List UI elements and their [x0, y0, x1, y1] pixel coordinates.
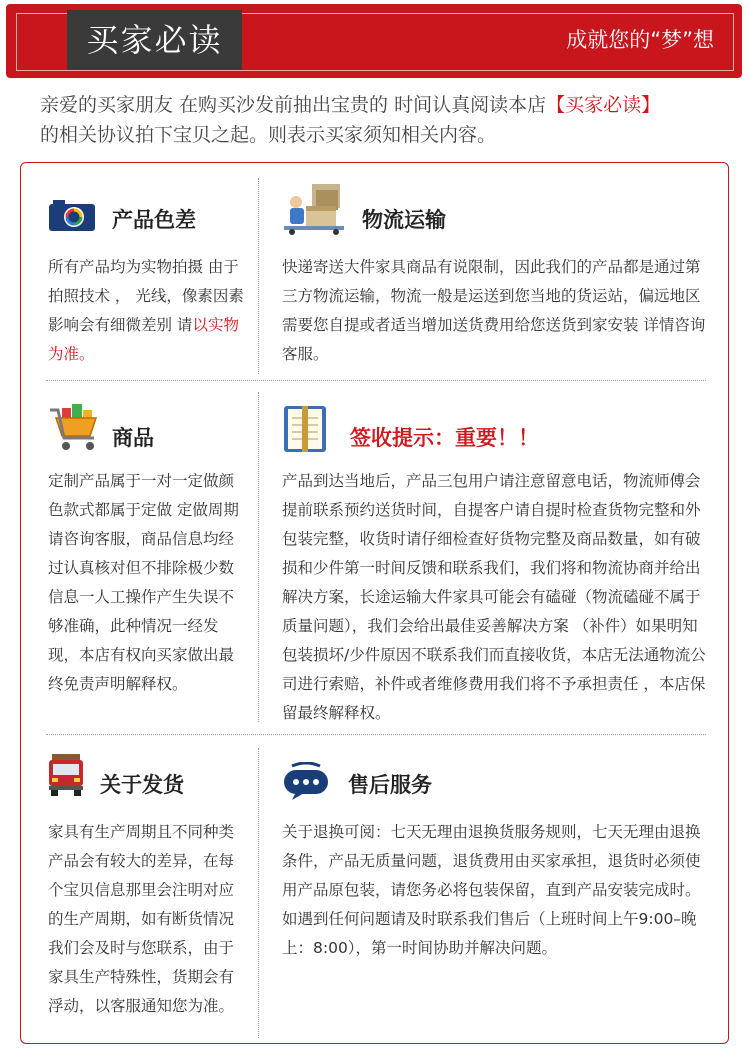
- camera-icon: [48, 198, 96, 232]
- intro-text-after: 的相关协议拍下宝贝之起。则表示买家须知相关内容。: [40, 124, 497, 146]
- intro-paragraph: [40, 90, 720, 150]
- section-body-shipping: 家具有生产周期且不同种类产品会有较大的差异，在每个宝贝信息那里会注明对应的生产周期，如有断货情况我们会及时与您联系，由于家具生产特殊性，货期会有浮动，以客服通知您为准。: [48, 823, 235, 1015]
- section-title-after-sales: 售后服务: [348, 773, 432, 797]
- section-body-logistics: 快递寄送大件家具商品有说限制，因此我们的产品都是通过第三方物流运输，物流一般是运送到您当地的货运站，偏远地区需要您自提或者适当增加送货费用给您送货到家安装 详情咨询客服。: [282, 258, 706, 363]
- section-body-after-sales: 关于退换可阅：七天无理由退换货服务规则，七天无理由退换条件，产品无质量问题，退货费用由买家承担，退货时必须使用产品原包装，请您务必将包装保留，直到产品安装完成时。 如遇到任何问题请及时联系我们售后（上班时间上午9:00–晚上：8:00），第一时间协助并解决问题。: [282, 823, 701, 957]
- section-body-color-diff: [48, 253, 248, 369]
- row-divider-2: [46, 734, 706, 735]
- color-diff-text: 所有产品均为实物拍摄 由于拍照技术 ， 光线，像素因素影响会有细微差别 请: [48, 258, 244, 334]
- shopping-cart-icon: [48, 400, 104, 454]
- intro-text-before: 亲爱的买家朋友 在购买沙发前抽出宝贵的 时间认真阅读本店: [40, 94, 547, 116]
- column-divider-2: [258, 392, 259, 722]
- section-body-receipt: 产品到达当地后，产品三包用户请注意留意电话，物流师傅会提前联系预约送货时间，自提客户请自提时检查货物完整和外包装完整，收货时请仔细检查好货物完整及商品数量，如有破损和少件第一时间反馈和联系我们，我们将和物流协商并给出解决方案，长途运输大件家具可能会有磕碰（物流磕碰不属于质量问题），我们会给出最佳妥善解决方案 （补件）如果明知包装损坏/少件原因不联系我们而直接收货，本店无法通物流公司进行索赔，补件或者维修费用我们将不予承担责任 ，本店保留最终解释权。: [282, 472, 706, 722]
- section-title-product: 商品: [112, 426, 154, 450]
- truck-icon: [46, 752, 86, 798]
- notebook-icon: [282, 404, 328, 454]
- page-title: 买家必读: [86, 21, 223, 59]
- color-diff-emphasis: 以实物为准。: [48, 316, 239, 363]
- section-title-shipping: 关于发货: [100, 773, 184, 797]
- section-title-color-diff: 产品色差: [112, 208, 196, 232]
- section-title-receipt: 签收提示：重要！！: [350, 426, 539, 450]
- section-title-logistics: 物流运输: [362, 208, 446, 232]
- chat-bubble-icon: [282, 762, 330, 802]
- delivery-icon: [282, 180, 346, 236]
- section-body-product: 定制产品属于一对一定做颜色款式都属于定做 定做周期请咨询客服，商品信息均经过认真核对但不排除极少数信息一人工操作产生失误不够准确，此种情况一经发现，本店有权向买家做出最终免责声明解释权。: [48, 472, 239, 693]
- row-divider-1: [46, 380, 706, 381]
- column-divider-1: [258, 178, 259, 374]
- intro-highlight: 【买家必读】: [546, 94, 661, 116]
- header-slogan: 成就您的“梦”想: [566, 28, 714, 52]
- column-divider-3: [258, 748, 259, 1038]
